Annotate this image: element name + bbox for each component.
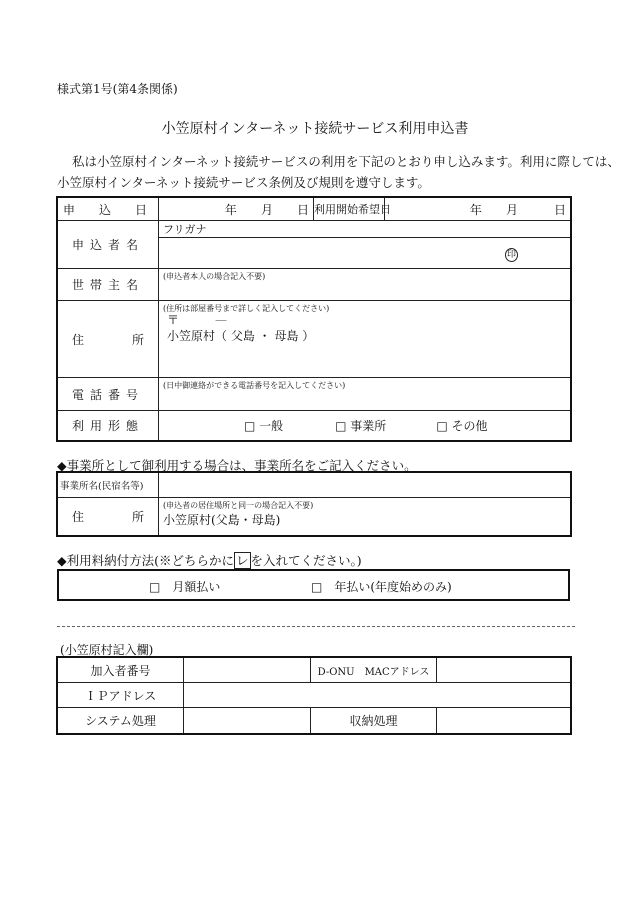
seal-mark: 印 xyxy=(506,250,516,260)
usage-options xyxy=(159,411,571,441)
business-name-label: 事業所名(民宿名等) xyxy=(58,473,159,498)
furigana-field[interactable]: フリガナ xyxy=(159,221,571,238)
applicant-name-field[interactable] xyxy=(159,238,571,269)
start-date-label: 利用開始希望日 xyxy=(314,198,385,221)
cut-line xyxy=(57,626,575,627)
mac-address-label: D-ONU MACアドレス xyxy=(311,658,437,683)
phone-label: 電話番号 xyxy=(58,378,159,411)
annual-payment-checkbox[interactable]: □ 年払い(年度始めのみ) xyxy=(311,580,452,594)
business-name-field[interactable] xyxy=(159,473,571,498)
business-address-field[interactable]: (申込者の居住場所と同一の場合記入不要) 小笠原村(父島・母島) xyxy=(159,498,571,536)
payment-heading: ◆利用料納付方法(※どちらかに レ を入れてください。) xyxy=(57,553,362,568)
system-processing-field[interactable] xyxy=(184,708,311,734)
address-field[interactable]: (住所は部屋番号まで詳しく記入してください) 〒 — 小笠原村（ 父島 ・ 母島 ） xyxy=(159,301,571,378)
mac-address-field[interactable] xyxy=(437,658,571,683)
system-processing-label: システム処理 xyxy=(58,708,184,734)
office-heading: (小笠原村記入欄) xyxy=(60,643,154,657)
household-label: 世帯主名 xyxy=(58,269,159,301)
receipt-processing-field[interactable] xyxy=(437,708,571,734)
business-heading: ◆事業所として御利用する場合は、事業所名をご記入ください。 xyxy=(57,458,417,473)
address-label: 住 所 xyxy=(58,301,159,378)
usage-general-checkbox[interactable]: □ 一般 xyxy=(244,419,284,433)
intro-line-1: 私は小笠原村インターネット接続サービスの利用を下記のとおり申し込みます。利用に際しては、 xyxy=(72,154,620,169)
subscriber-number-field[interactable] xyxy=(184,658,311,683)
application-date-label: 申 込 日 xyxy=(58,198,159,221)
application-table xyxy=(57,197,571,441)
business-address-label: 住 所 xyxy=(58,498,159,536)
household-field[interactable]: (申込者本人の場合記入不要) xyxy=(159,269,571,301)
phone-field[interactable]: (日中御連絡ができる電話番号を記入してください) xyxy=(159,378,571,411)
form-number: 様式第1号(第4条関係) xyxy=(57,82,178,96)
monthly-payment-checkbox[interactable]: □ 月額払い xyxy=(149,580,221,594)
business-table xyxy=(57,472,571,536)
applicant-label: 申込者名 xyxy=(58,221,159,269)
receipt-processing-label: 収納処理 xyxy=(311,708,437,734)
usage-business-checkbox[interactable]: □ 事業所 xyxy=(335,419,387,433)
payment-box xyxy=(57,569,570,601)
intro-line-2: 小笠原村インターネット接続サービス条例及び規則を遵守します。 xyxy=(57,175,430,190)
ip-address-field[interactable] xyxy=(184,683,571,708)
office-table xyxy=(57,657,571,734)
start-date-field[interactable]: 年 月 日 xyxy=(385,198,571,221)
page-title: 小笠原村インターネット接続サービス利用申込書 xyxy=(161,121,469,137)
usage-label: 利用形態 xyxy=(58,411,159,441)
application-date-field[interactable]: 年 月 日 xyxy=(159,198,314,221)
ip-address-label: ＩＰアドレス xyxy=(58,683,184,708)
usage-other-checkbox[interactable]: □ その他 xyxy=(436,419,488,433)
subscriber-number-label: 加入者番号 xyxy=(58,658,184,683)
